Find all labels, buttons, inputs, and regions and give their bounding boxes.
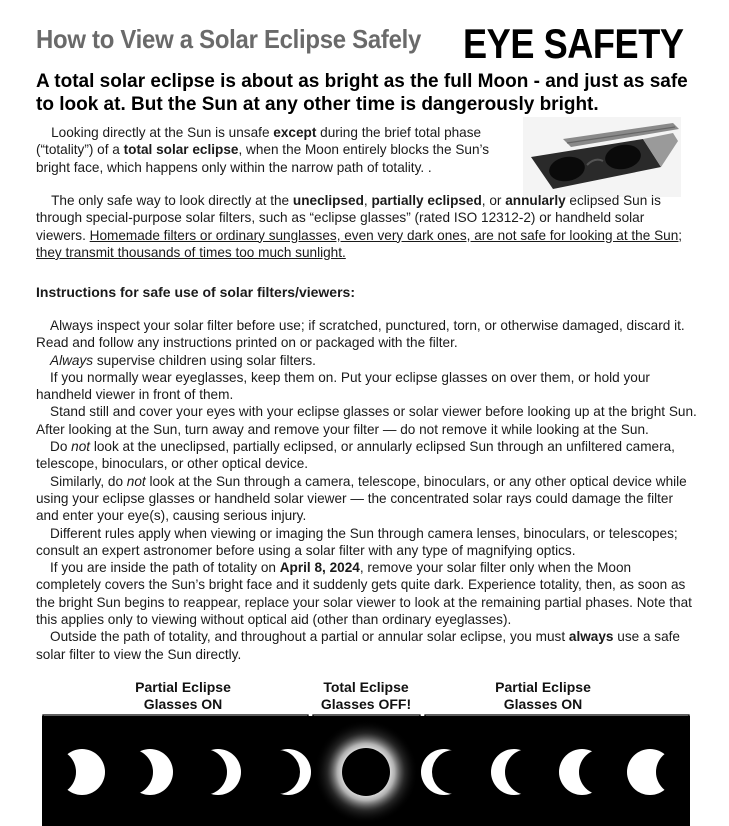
instruction-item: Do not look at the uneclipsed, partially eclipsed, or annularly eclipsed Sun through an unfiltered camera, telescope, binoculars, or other optical device.: [36, 439, 675, 472]
instruction-item: Different rules apply when viewing or imaging the Sun through camera lenses, binoculars, or telescopes; consult an expert astronomer before using a solar filter with any type of magnifying optics.: [36, 525, 678, 558]
lead-paragraph: A total solar eclipse is about as bright as the full Moon - and just as safe to look at. But the Sun at any other time is dangerously bright.: [36, 71, 688, 115]
instruction-item: Similarly, do not look at the Sun through a camera, telescope, binoculars, or any other optical device while using your eclipse glasses or handheld solar viewer — the concentrated solar rays could damage the filter and enter your eye(s), causing serious injury.: [36, 473, 687, 524]
moon-disk: [342, 748, 390, 796]
partial-eclipse-label-left: Partial Eclipse Glasses ON: [135, 679, 231, 712]
eclipse-phases-strip: [42, 716, 690, 826]
intro-paragraph-1: Looking directly at the Sun is unsafe except during the brief total phase (“totality”) of a total solar eclipse, when the Moon entirely blocks the Sun’s bright face, which happens only within the narrow path of totality. .: [36, 125, 490, 175]
instruction-item: Always supervise children using solar filters.: [50, 352, 316, 368]
partial-eclipse-label-right: Partial Eclipse Glasses ON: [495, 679, 591, 712]
instruction-item: If you are inside the path of totality on April 8, 2024, remove your solar filter only when the Moon completely covers the Sun’s bright face and it suddenly gets quite dark. Experience totality, then, as soon as the bright Sun begins to reappear, replace your solar viewer to look at the remaining partial phases. Note that this applies only to viewing without optical aid (other than ordinary eyeglasses).: [36, 560, 692, 628]
sunglasses-warning: Homemade filters or ordinary sunglasses, even very dark ones, are not safe for looking at the Sun; they transmit thousands of times too much sunlight.: [36, 227, 683, 260]
instruction-item: Stand still and cover your eyes with your eclipse glasses or solar viewer before looking up at the bright Sun. After looking at the Sun, turn away and remove your filter — do not remove it while looking at the Sun.: [36, 404, 697, 437]
instructions-heading: Instructions for safe use of solar filters/viewers:: [36, 284, 355, 300]
instruction-item: Outside the path of totality, and throughout a partial or annular solar eclipse, you must always use a safe solar filter to view the Sun directly.: [36, 629, 680, 662]
instruction-item: Always inspect your solar filter before use; if scratched, punctured, torn, or otherwise damaged, discard it. Read and follow any instructions printed on or packaged with the filter.: [36, 318, 685, 351]
eye-safety-heading: EYE SAFETY: [463, 20, 684, 67]
intro-paragraph-2: The only safe way to look directly at the uneclipsed, partially eclipsed, or annularly eclipsed Sun is through special-purpose solar filters, such as “eclipse glasses” (rated ISO 12312-2) or handheld solar viewers. Homemade filters or ordinary sunglasses, even very dark ones, are not safe for looking at the Sun; they transmit thousands of times too much sunlight.: [36, 193, 683, 260]
total-eclipse-label: Total Eclipse Glasses OFF!: [320, 679, 412, 712]
page-title: How to View a Solar Eclipse Safely: [36, 24, 422, 54]
instruction-item: If you normally wear eyeglasses, keep them on. Put your eclipse glasses on over them, or hold your handheld viewer in front of them.: [36, 369, 650, 403]
